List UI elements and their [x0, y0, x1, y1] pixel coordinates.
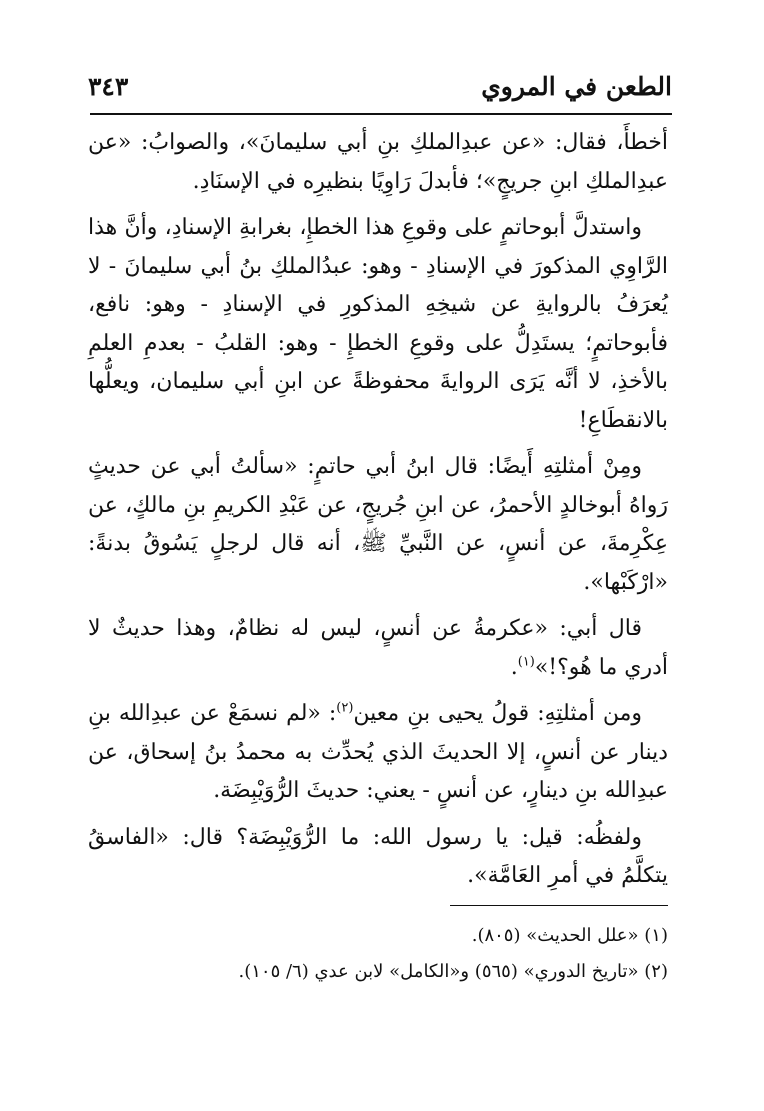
footnote-1: (١) «علل الحديث» (٨٠٥).: [471, 925, 668, 946]
paragraph-2: واستدلَّ أبوحاتمٍ على وقوعِ هذا الخطإِ، بغرابةِ الإسنادِ، وأنَّ هذا الرَّاوِي المذكورَ في الإسنادِ - وهو: عبدُالملكِ بنُ أبي سليمانَ - لا يُعرَفُ بالروايةِ عن شيخِهِ المذكورِ في الإسنادِ - وهو: نافع، فأبوحاتمٍ؛ يستَدِلُّ على وقوعِ الخطإِ - وهو: القلبُ - بعدمِ العلمِ بالأخذِ، لا أنَّه يَرَى الروايةَ محفوظةً عن ابنِ أبي سليمان، ويعلُّها بالانقطَاعِ!: [88, 215, 668, 433]
main-text: [88, 124, 668, 904]
footnote-2: (٢) «تاريخ الدوري» (٥٦٥) و«الكامل» لابن عدي (٦/ ١٠٥).: [238, 961, 668, 982]
footnote-ref-2: (٢): [336, 700, 354, 716]
running-title: الطعن في المروي: [481, 71, 672, 101]
paragraph-5-text-a: ومن أمثلتِهِ: قولُ يحيى بنِ معين: [353, 701, 642, 726]
paragraph-4-text: قال أبي: «عكرمةُ عن أنسٍ، ليس له نظامٌ، وهذا حديثٌ لا أدري ما هُو؟!»: [88, 616, 668, 680]
paragraph-6: ولفظُه: قيل: يا رسول الله: ما الرُّوَيْبِضَة؟ قال: «الفاسقُ يتكلَّمُ في أمرِ العَامَّة».: [88, 824, 668, 888]
footnote-divider: [450, 905, 668, 906]
footnote-ref-1: (١): [517, 654, 535, 670]
footnotes: [88, 918, 668, 990]
paragraph-1: أخطأَ، فقال: «عن عبدِالملكِ بنِ أبي سليمانَ»، والصوابُ: «عن عبدِالملكِ ابنِ جريجٍ»؛ فأبدلَ رَاوِيًا بنظيرِه في الإسنَادِ.: [88, 130, 668, 194]
paragraph-3: ومِنْ أمثلتِهِ أَيضًا: قال ابنُ أبي حاتمٍ: «سألتُ أبي عن حديثٍ رَواهُ أبوخالدٍ الأحمرُ، عن ابنِ جُريجٍ، عن عَبْدِ الكريمِ بنِ مالكٍ، عن عِكْرِمةَ، عن أنسٍ، عن النَّبيِّ ﷺ، أنه قال لرجلٍ يَسُوقُ بدنةً: «ارْكَبْها».: [88, 454, 668, 595]
page-header: [88, 62, 672, 110]
header-divider: [90, 113, 672, 115]
paragraph-5: [88, 695, 668, 811]
paragraph-4: قال أبي: «عكرمةُ عن أنسٍ، ليس له نظامٌ، وهذا حديثٌ لا أدري ما هُو؟!»$^{(١)}$.: [88, 616, 668, 680]
paragraph-5-text-b: : «لم نسمَعْ عن عبدِالله بنِ دينار عن أنسٍ، إلا الحديثَ الذي يُحدِّث به محمدُ بنُ إسحاق، عن عبدِالله بنِ دينارٍ، عن أنسٍ - يعني: حديثَ الرُّوَيْبِضَة.: [88, 701, 668, 803]
page-number: ٣٤٣: [88, 71, 129, 101]
